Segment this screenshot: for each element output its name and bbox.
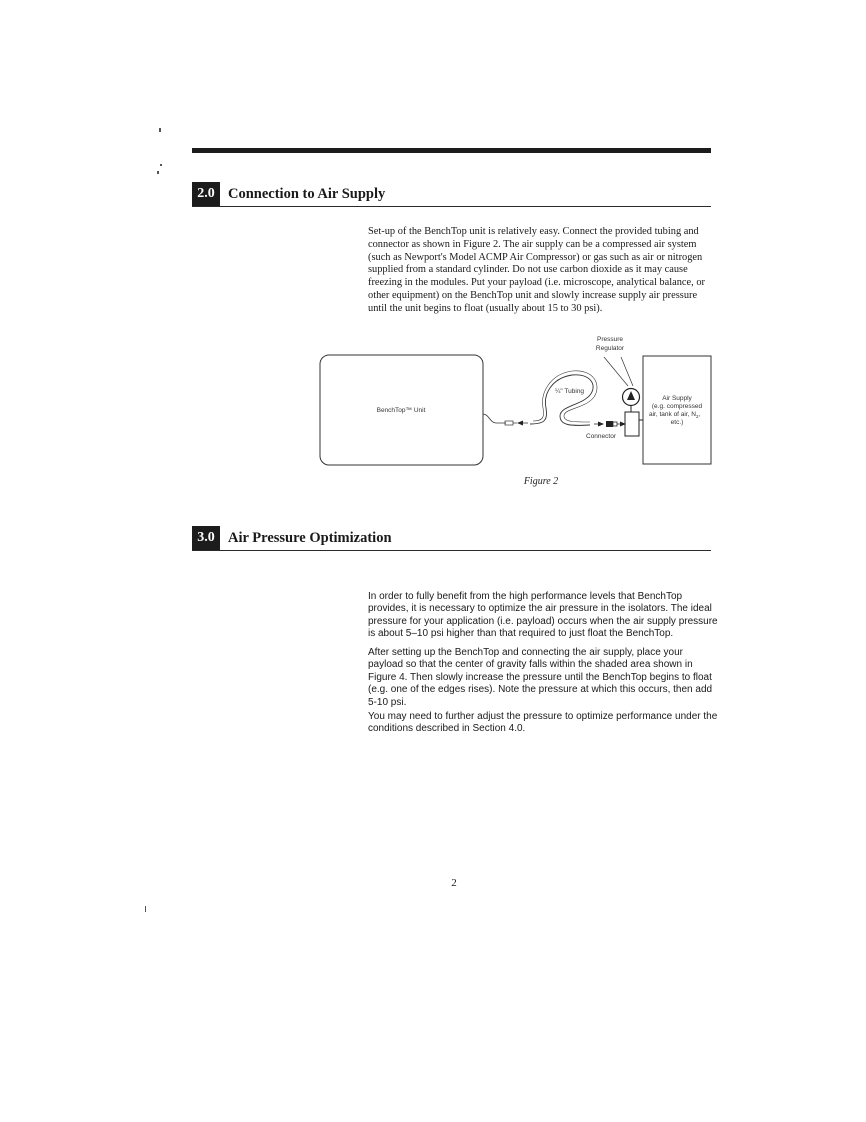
page-number: 2 (451, 877, 457, 889)
connector-label: Connector (586, 433, 616, 440)
section-3-paragraph-2: After setting up the BenchTop and connecting the air supply, place your payload so that the center of gravity falls within the shaded area shown in Figure 4. Then slowly increase the pressure until the BenchTop begins to float (e.g. one of the edges rises). Note the pressure at which this occurs, then add 5-10 psi. (368, 647, 713, 708)
section-3-rule (192, 550, 711, 551)
section-3-number: 3.0 (192, 526, 220, 550)
unit-outlet-tube (483, 414, 506, 423)
benchtop-unit-label: BenchTop™ Unit (376, 407, 426, 414)
air-supply-box (643, 356, 711, 464)
regulator-leader-line (604, 357, 628, 386)
tubing-loop (530, 375, 593, 426)
regulator-label-line2: Regulator (595, 345, 625, 352)
section-2-title: Connection to Air Supply (228, 186, 386, 202)
section-3-paragraph-3: You may need to further adjust the pressure to optimize performance under the conditions described in Section 4.0. (368, 711, 718, 735)
arrow-left-icon (517, 421, 523, 426)
section-3-header (192, 526, 711, 550)
gauge-arrow-icon (627, 391, 635, 400)
regulator-label-line1: Pressure (596, 336, 624, 343)
air-supply-line1: Air Supply (662, 395, 692, 402)
section-2-number: 2.0 (192, 182, 220, 206)
section-3-title: Air Pressure Optimization (228, 530, 392, 546)
figure-2-caption: Figure 2 (523, 476, 559, 487)
air-supply-line3: air, tank of air, $N_2$, (649, 411, 701, 419)
section-2-paragraph: Set-up of the BenchTop unit is relatively easy. Connect the provided tubing and connector as shown in Figure 2. The air supply can be a compressed air system (such as Newport's Model ACMP Air Compressor) or gas such as air or nitrogen supplied from a standard cylinder. Do not use carbon dioxide as it may cause freezing in the modules. Put your payload (i.e. microscope, analytical balance, or other equipment) on the BenchTop unit and slowly increase supply air pressure until the unit begins to float (usually about 15 to 30 psi). (368, 226, 706, 314)
tubing-label: ¼" Tubing (555, 388, 585, 395)
air-supply-line2: (e.g. compressed (651, 403, 703, 410)
connector-fitting (606, 421, 613, 427)
section-3-paragraph-1: In order to fully benefit from the high performance levels that BenchTop provides, it is necessary to optimize the air pressure in the isolators. The ideal pressure for your application (i.e. payload) occurs when the air supply pressure is about 5–10 psi higher than that required to just float the BenchTop. (368, 591, 718, 640)
arrow-right-icon (598, 422, 604, 427)
regulator-body (625, 412, 639, 436)
unit-fitting (505, 421, 513, 425)
air-supply-line4: etc.) (670, 419, 684, 426)
